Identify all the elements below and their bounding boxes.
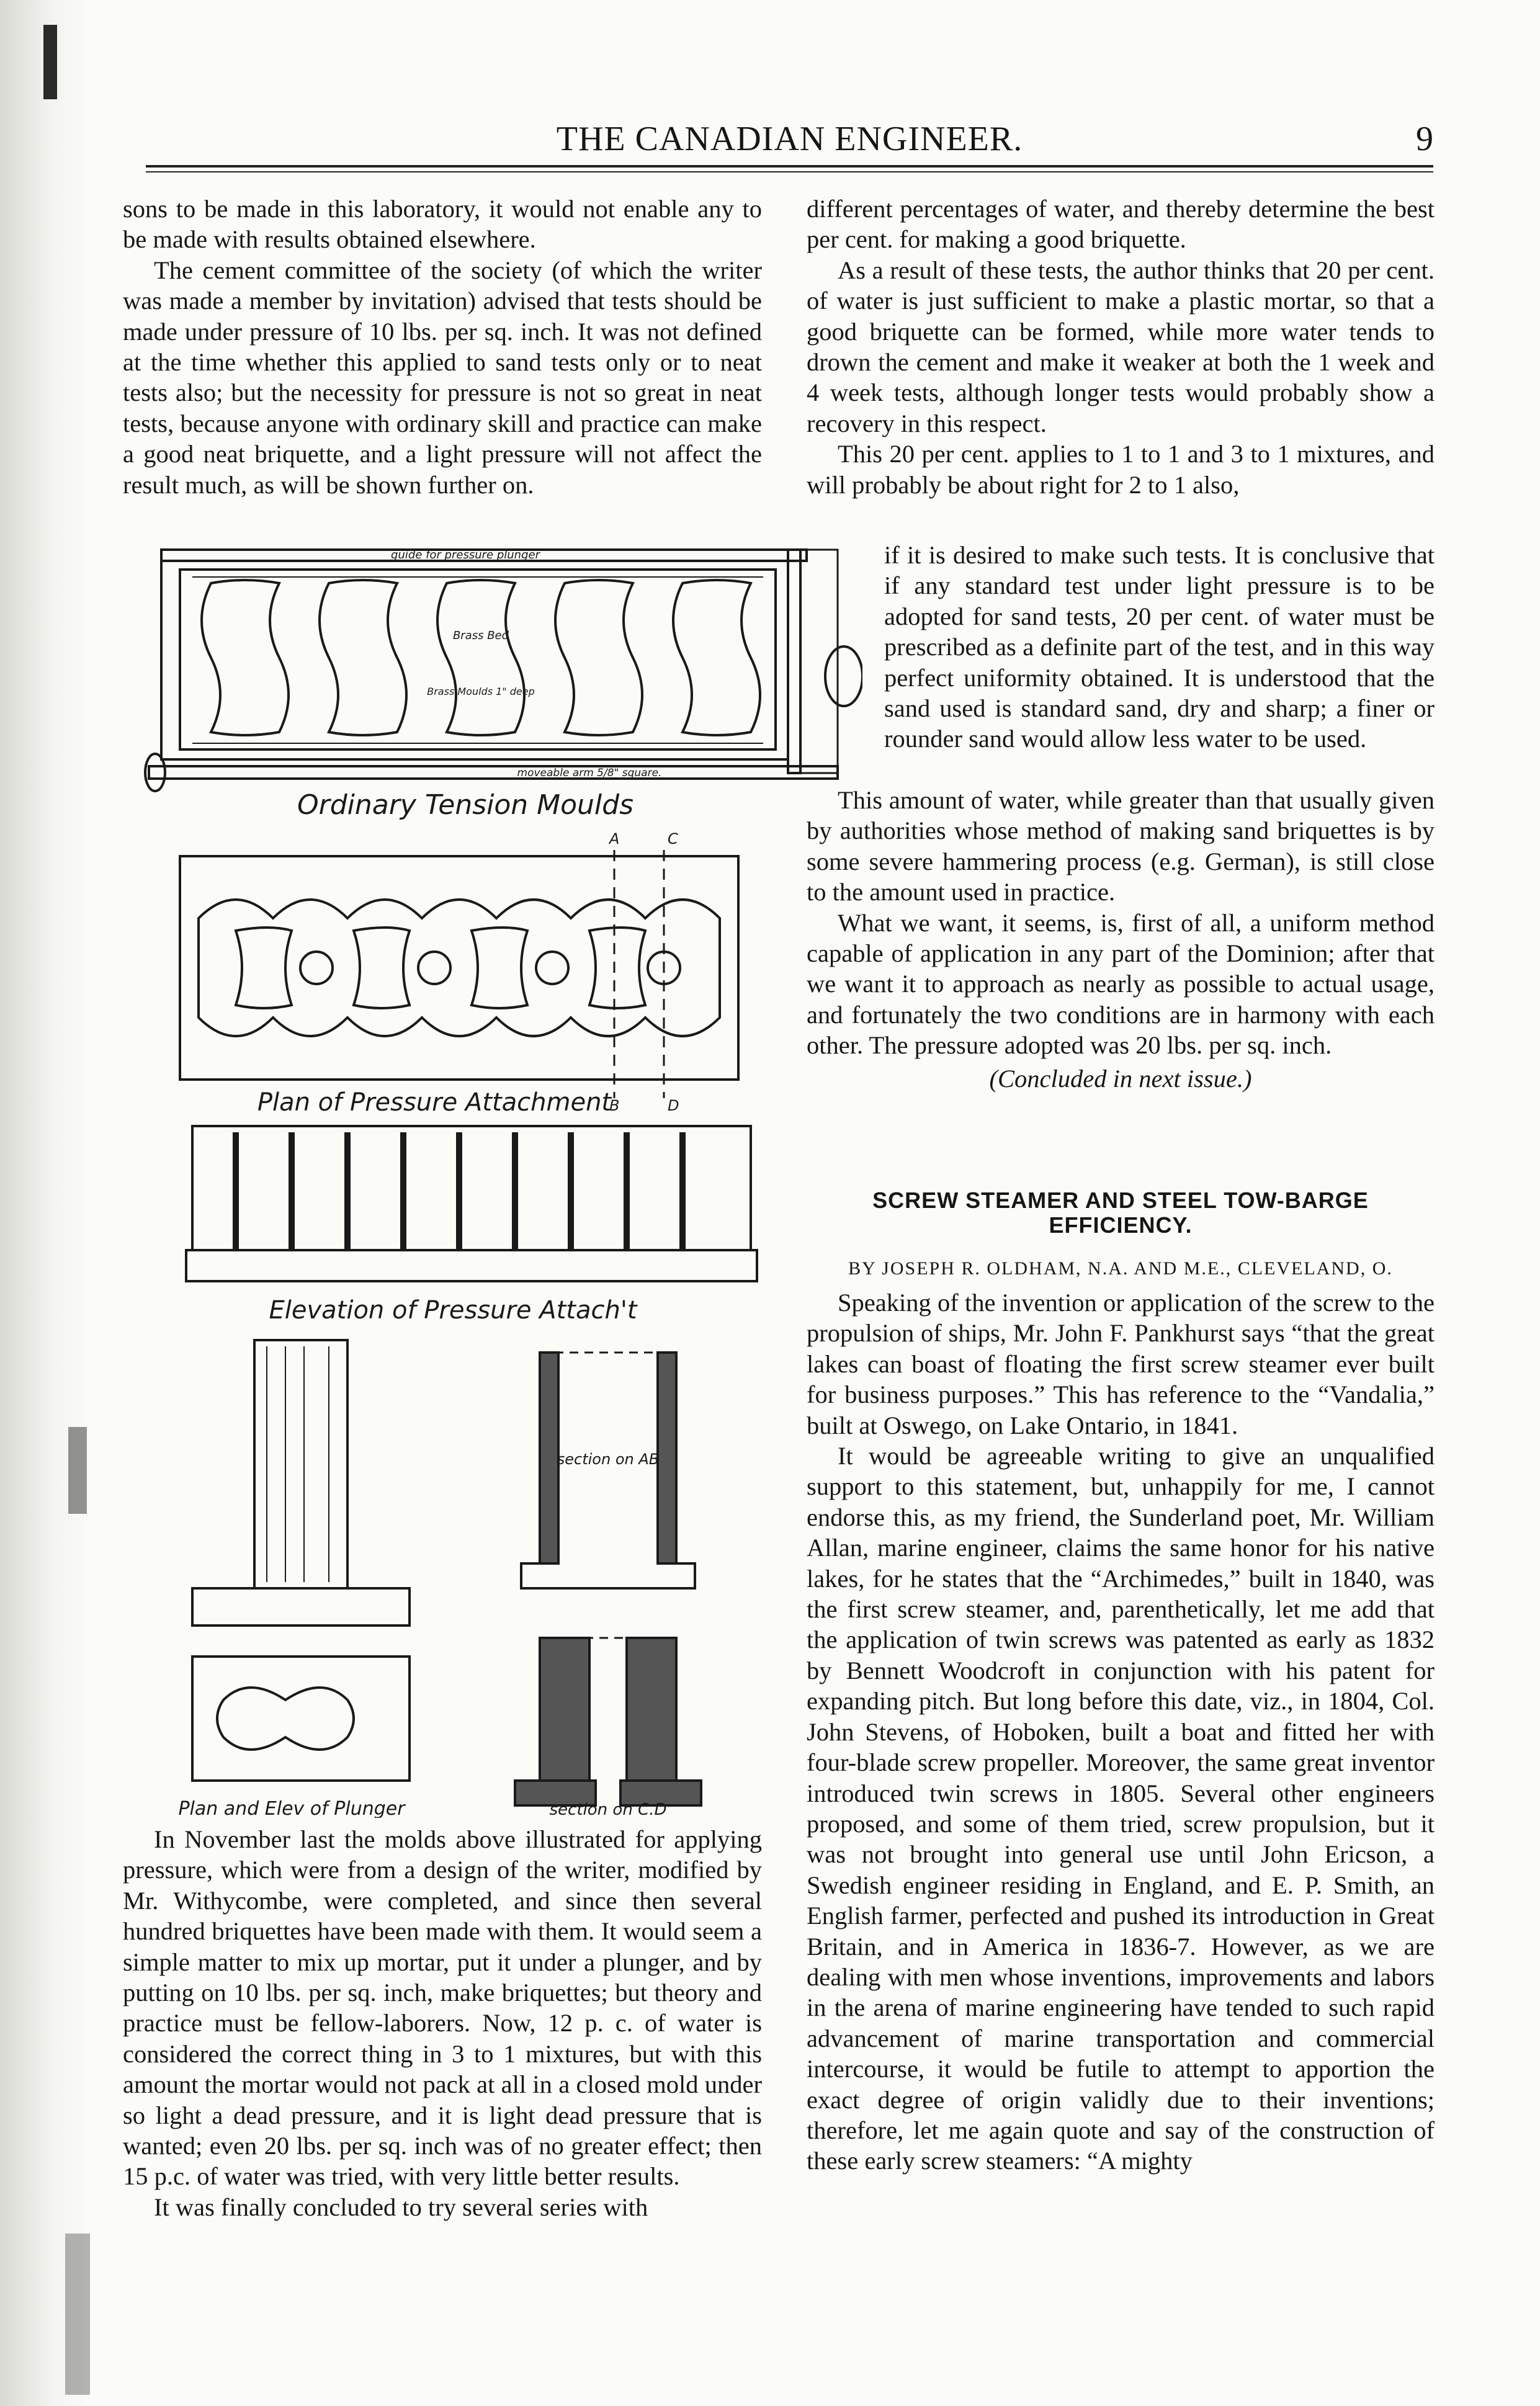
scan-mark [43, 25, 57, 99]
left-column-bottom [123, 1824, 762, 2222]
figure-pressure-moulds [143, 546, 862, 1818]
fig1-top-label: guide for pressure plunger [391, 548, 540, 561]
right-column-top [807, 194, 1435, 500]
paragraph: This 20 per cent. applies to 1 to 1 and 3 to 1 mixtures, and will probably be about right for 2 to 1 also, [807, 440, 1435, 499]
left-column-top [123, 194, 762, 500]
fig4-drawing [192, 1340, 410, 1781]
fig2-caption: Plan of Pressure Attachment [257, 1088, 612, 1117]
paragraph: As a result of these tests, the author thinks that 20 per cent. of water is just sufficient to make a plastic mortar, so that a good briquette can be formed, while more water tends to drown the cement and make it weaker at both the 1 week and 4 week tests, although longer tests would probably show a recovery in this respect. [807, 256, 1435, 437]
fig4-caption: Plan and Elev of Plunger [178, 1798, 405, 1818]
page-header [146, 119, 1433, 163]
fig1-brass-bed-label: Brass Bed [452, 629, 509, 642]
paragraph: In November last the molds above illustrated for applying pressure, which were from a design of the writer, modified by Mr. Withycombe, were completed, and since then several hundred briquettes have been made with them. It would seem a simple matter to mix up mortar, put it under a plunger, and by putting on 10 lbs. per sq. inch, make briquettes; but theory and practice must be fellow-laborers. Now, 12 p. c. of water is considered the correct thing in 3 to 1 mixtures, but with this amount the mortar would not pack at all in a closed mold under so light a dead pressure, and it is light dead pressure that is wanted; even 20 lbs. per sq. inch was of no greater effect; then 15 p.c. of water was tried, with very little better results. [123, 1825, 762, 2191]
header-rule-thin [146, 171, 1433, 172]
right-column-mid [807, 785, 1435, 1094]
article-heading: SCREW STEAMER AND STEEL TOW-BARGE EFFICIENCY. [872, 1187, 1369, 1238]
paragraph: This amount of water, while greater than that usually given by authorities whose method of making sand briquettes is by some severe hammering process (e.g. German), is still close to the amount used in practice. [807, 786, 1435, 906]
fig2-marker-a: A [609, 830, 620, 847]
fig2-marker-c: C [668, 830, 678, 847]
paragraph: Speaking of the invention or application of the screw to the propulsion of ships, Mr. John F. Pankhurst says “that the great lakes can boast of floating the first screw steamer ever built for business purposes.” This has reference to the “Vandalia,” built at Oswego, on Lake Ontario, in 1841. [807, 1289, 1435, 1439]
paragraph: different percentages of water, and thereby determine the best per cent. for making a good briquette. [807, 195, 1435, 254]
scan-mark [68, 1427, 87, 1514]
fig1-drawing [145, 550, 862, 791]
fig1-arm-label: moveable arm 5/8" square. [517, 767, 662, 779]
scan-mark [65, 2234, 90, 2395]
paragraph: What we want, it seems, is, first of all, a uniform method capable of application in any part of the Dominion; after that we want it to approach as nearly as possible to actual usage, and fortunately the two conditions are in harmony with each other. The pressure adopted was 20 lbs. per sq. inch. [807, 908, 1435, 1060]
paragraph: It would be agreeable writing to give an unqualified support to this statement, but, unhappily for me, I cannot endorse this, as my friend, the Sunderland poet, Mr. William Allan, marine engineer, claims the same honor for his native lakes, for he states that the “Archimedes,” built in 1840, was the first screw steamer, and, parenthetically, let me add that the application of twin screws was patented as early as 1832 by Bennett Woodcroft in conjunction with his patent for expanding pitch. But long before this date, viz., in 1804, Col. John Stevens, of Hoboken, built a boat and fitted her with four-blade screw propeller. Moreover, the same great inventor introduced twin screws in 1805. Several other engineers proposed, and some of them tried, screw propulsion, but it was not brought into general use until John Ericson, a Swedish engineer residing in England, and E. P. Smith, an English farmer, perfected and pushed its introduction in Great Britain, and in America in 1836-7. However, as we are dealing with men whose inventions, improvements and labors in the arena of marine engineering have tended to such rapid advancement of marine transportation and commercial intercourse, it would be futile to attempt to apportion the exact degree of origin validly due to their inventions; therefore, let me again quote and say of the construction of these early screw steamers: “A mighty [807, 1442, 1435, 2175]
fig2-marker-d: D [668, 1097, 679, 1114]
fig5-drawing [515, 1353, 701, 1805]
right-column-narrow [884, 540, 1435, 754]
journal-title: THE CANADIAN ENGINEER. [556, 120, 1023, 158]
paragraph: sons to be made in this laboratory, it would not enable any to be made with results obtained elsewhere. [123, 195, 762, 254]
fig3-drawing [186, 1126, 757, 1281]
fig2-marker-b: B [609, 1097, 620, 1114]
paragraph: It was finally concluded to try several series with [154, 2193, 648, 2221]
header-rule-thick [146, 165, 1433, 168]
continued-note: (Concluded in next issue.) [989, 1064, 1252, 1093]
scan-margin [0, 0, 93, 2406]
fig1-brass-moulds-label: Brass Moulds 1" deep [427, 686, 535, 697]
page-number: 9 [1416, 120, 1433, 158]
fig5-section-cd-caption: section on C.D [549, 1800, 667, 1818]
paragraph: The cement committee of the society (of which the writer was made a member by invitation) advised that tests should be made under pressure of 10 lbs. per sq. inch. It was not defined at the time whether this applied to sand tests only or to neat tests also; but the necessity for pressure is not so great in neat tests, because anyone with ordinary skill and practice can make a good neat briquette, and a light pressure will not affect the result much, as will be shown further on. [123, 256, 762, 499]
fig3-caption: Elevation of Pressure Attach't [269, 1296, 637, 1325]
paragraph: if it is desired to make such tests. It is conclusive that if any standard test under light pressure is to be adopted for sand tests, 20 per cent. of water must be prescribed as a definite part of the test, and in this way perfect uniformity obtained. It is understood that the sand used is standard sand, dry and sharp; a finer or rounder sand would allow less water to be used. [884, 541, 1435, 753]
article-byline: BY JOSEPH R. OLDHAM, N.A. AND M.E., CLEVELAND, O. [848, 1258, 1393, 1279]
fig1-caption: Ordinary Tension Moulds [297, 789, 634, 821]
fig5-section-ab-label: section on AB [557, 1451, 660, 1468]
fig2-drawing [180, 850, 738, 1098]
right-column-article [807, 1287, 1435, 2176]
